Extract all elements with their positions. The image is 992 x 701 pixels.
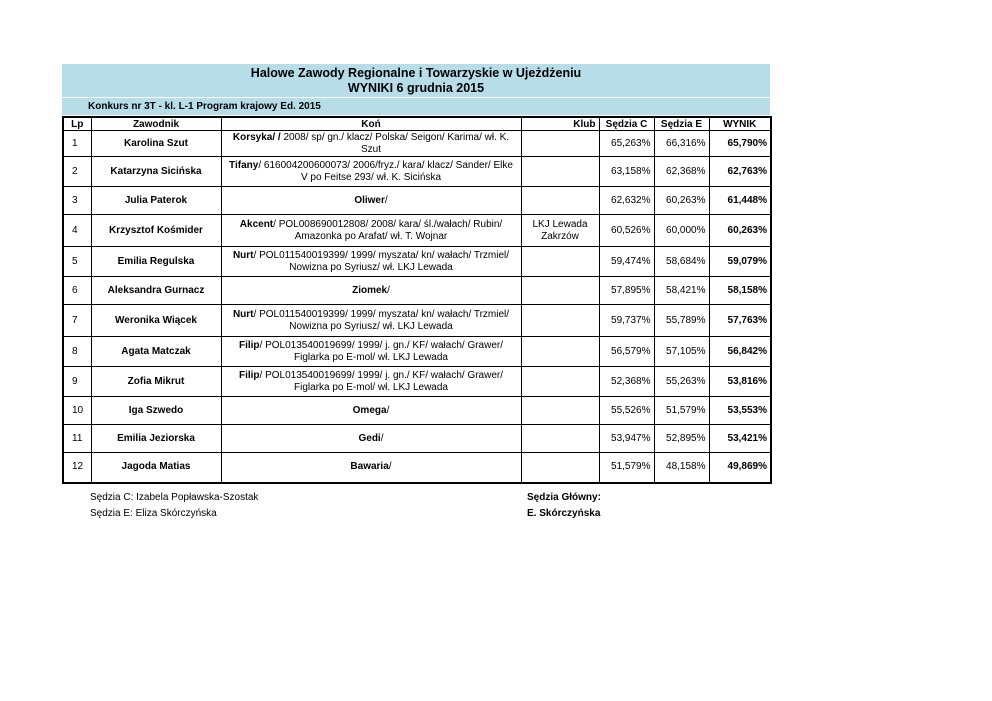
row-rider: Emilia Regulska bbox=[91, 247, 221, 277]
row-result: 57,763% bbox=[709, 305, 771, 337]
row-result: 62,763% bbox=[709, 157, 771, 187]
horse-details: / POL011540019399/ 1999/ myszata/ kn/ wałach/ Trzmiel/ Nowizna po Syriusz/ wł. LKJ Lewada bbox=[253, 308, 510, 332]
row-lp: 8 bbox=[63, 337, 91, 367]
table-row bbox=[63, 157, 771, 187]
row-judge-c: 60,526% bbox=[599, 215, 654, 247]
row-judge-c: 51,579% bbox=[599, 453, 654, 483]
row-judge-c: 59,474% bbox=[599, 247, 654, 277]
row-club bbox=[521, 131, 599, 157]
col-header-club: Klub bbox=[521, 117, 599, 131]
row-result: 53,816% bbox=[709, 367, 771, 397]
row-club bbox=[521, 453, 599, 483]
row-judge-e: 58,684% bbox=[654, 247, 709, 277]
row-club bbox=[521, 277, 599, 305]
row-club bbox=[521, 425, 599, 453]
row-horse bbox=[221, 453, 521, 483]
horse-details: / bbox=[384, 194, 388, 206]
row-horse bbox=[221, 247, 521, 277]
row-judge-e: 57,105% bbox=[654, 337, 709, 367]
horse-name: Filip bbox=[238, 339, 260, 351]
row-result: 56,842% bbox=[709, 337, 771, 367]
page-title: Halowe Zawody Regionalne i Towarzyskie w Ujeżdżeniu bbox=[250, 66, 582, 80]
horse-name: Nurt bbox=[232, 249, 254, 261]
row-result: 61,448% bbox=[709, 187, 771, 215]
row-result: 58,158% bbox=[709, 277, 771, 305]
row-lp: 12 bbox=[63, 453, 91, 483]
table-header-row bbox=[63, 117, 771, 131]
row-horse bbox=[221, 157, 521, 187]
row-judge-c: 59,737% bbox=[599, 305, 654, 337]
table-row bbox=[63, 337, 771, 367]
row-lp: 7 bbox=[63, 305, 91, 337]
row-rider: Iga Szwedo bbox=[91, 397, 221, 425]
col-header-horse: Koń bbox=[221, 117, 521, 131]
row-judge-e: 58,421% bbox=[654, 277, 709, 305]
row-rider: Emilia Jeziorska bbox=[91, 425, 221, 453]
row-horse bbox=[221, 367, 521, 397]
row-judge-e: 52,895% bbox=[654, 425, 709, 453]
table-row bbox=[63, 247, 771, 277]
row-judge-e: 51,579% bbox=[654, 397, 709, 425]
horse-name: Ziomek bbox=[352, 284, 388, 296]
horse-details: / 616004200600073/ 2006/fryz./ kara/ klacz/ Sander/ Elke V po Feitse 293/ wł. K. Sicińska bbox=[258, 159, 513, 183]
row-judge-c: 55,526% bbox=[599, 397, 654, 425]
row-lp: 2 bbox=[63, 157, 91, 187]
horse-details: / POL008690012808/ 2008/ kara/ śl./wałach/ Rubin/ Amazonka po Arafat/ wł. T. Wojnar bbox=[273, 218, 503, 242]
horse-name: Filip bbox=[238, 369, 260, 381]
row-rider: Weronika Wiącek bbox=[91, 305, 221, 337]
row-judge-e: 62,368% bbox=[654, 157, 709, 187]
page-subtitle: WYNIKI 6 grudnia 2015 bbox=[347, 81, 485, 95]
row-club bbox=[521, 187, 599, 215]
row-result: 65,790% bbox=[709, 131, 771, 157]
judges-footer bbox=[90, 490, 258, 522]
table-row bbox=[63, 277, 771, 305]
row-result: 53,553% bbox=[709, 397, 771, 425]
row-judge-c: 62,632% bbox=[599, 187, 654, 215]
horse-details: / bbox=[380, 432, 384, 444]
competition-label: Konkurs nr 3T - kl. L-1 Program krajowy Ed. 2015 bbox=[62, 98, 770, 115]
table-row bbox=[63, 305, 771, 337]
table-row bbox=[63, 187, 771, 215]
row-rider: Aleksandra Gurnacz bbox=[91, 277, 221, 305]
table-row bbox=[63, 453, 771, 483]
horse-name: Tifany bbox=[229, 159, 259, 171]
row-judge-e: 60,000% bbox=[654, 215, 709, 247]
row-club bbox=[521, 337, 599, 367]
horse-name: Omega bbox=[352, 404, 387, 416]
row-lp: 1 bbox=[63, 131, 91, 157]
row-judge-e: 55,263% bbox=[654, 367, 709, 397]
horse-name: Akcent bbox=[239, 218, 274, 230]
row-club bbox=[521, 367, 599, 397]
row-judge-e: 60,263% bbox=[654, 187, 709, 215]
row-rider: Julia Paterok bbox=[91, 187, 221, 215]
row-rider: Karolina Szut bbox=[91, 131, 221, 157]
row-lp: 10 bbox=[63, 397, 91, 425]
row-club: LKJ Lewada Zakrzów bbox=[521, 215, 599, 247]
chief-judge-footer bbox=[527, 490, 601, 522]
row-rider: Krzysztof Kośmider bbox=[91, 215, 221, 247]
row-lp: 6 bbox=[63, 277, 91, 305]
horse-details: / POL011540019399/ 1999/ myszata/ kn/ wałach/ Trzmiel/ Nowizna po Syriusz/ wł. LKJ Lewada bbox=[253, 249, 510, 273]
row-lp: 5 bbox=[63, 247, 91, 277]
row-judge-e: 66,316% bbox=[654, 131, 709, 157]
table-body bbox=[63, 131, 771, 483]
row-result: 49,869% bbox=[709, 453, 771, 483]
col-header-rider: Zawodnik bbox=[91, 117, 221, 131]
row-club bbox=[521, 247, 599, 277]
table-row bbox=[63, 215, 771, 247]
row-horse bbox=[221, 305, 521, 337]
row-rider: Jagoda Matias bbox=[91, 453, 221, 483]
row-lp: 9 bbox=[63, 367, 91, 397]
row-horse bbox=[221, 277, 521, 305]
row-judge-e: 48,158% bbox=[654, 453, 709, 483]
row-result: 60,263% bbox=[709, 215, 771, 247]
row-club bbox=[521, 397, 599, 425]
col-header-judge-c: Sędzia C bbox=[599, 117, 654, 131]
col-header-lp: Lp bbox=[63, 117, 91, 131]
horse-details: / POL013540019699/ 1999/ j. gn./ KF/ wałach/ Grawer/ Figlarka po E-mol/ wł. LKJ Lewada bbox=[259, 369, 504, 393]
horse-details: / bbox=[386, 404, 390, 416]
horse-details: / bbox=[387, 284, 390, 296]
col-header-result: WYNIK bbox=[709, 117, 771, 131]
row-judge-c: 63,158% bbox=[599, 157, 654, 187]
row-result: 53,421% bbox=[709, 425, 771, 453]
row-club bbox=[521, 305, 599, 337]
row-judge-c: 56,579% bbox=[599, 337, 654, 367]
row-rider: Zofia Mikrut bbox=[91, 367, 221, 397]
row-judge-c: 57,895% bbox=[599, 277, 654, 305]
row-judge-c: 52,368% bbox=[599, 367, 654, 397]
row-judge-c: 65,263% bbox=[599, 131, 654, 157]
horse-name: Bawaria bbox=[350, 461, 389, 473]
table-row bbox=[63, 367, 771, 397]
col-header-judge-e: Sędzia E bbox=[654, 117, 709, 131]
row-lp: 3 bbox=[63, 187, 91, 215]
row-horse bbox=[221, 131, 521, 157]
chief-judge-label: Sędzia Główny: bbox=[527, 492, 601, 503]
row-lp: 11 bbox=[63, 425, 91, 453]
row-horse bbox=[221, 337, 521, 367]
horse-name: Nurt bbox=[232, 308, 254, 320]
judge-c-label: Sędzia C: Izabela Popławska-Szostak bbox=[90, 492, 259, 503]
table-row bbox=[63, 425, 771, 453]
row-horse bbox=[221, 187, 521, 215]
row-judge-e: 55,789% bbox=[654, 305, 709, 337]
row-result: 59,079% bbox=[709, 247, 771, 277]
row-horse bbox=[221, 215, 521, 247]
horse-details: 2008/ sp/ gn./ klacz/ Polska/ Seigon/ Karima/ wł. K. Szut bbox=[280, 131, 510, 155]
table-row bbox=[63, 131, 771, 157]
row-lp: 4 bbox=[63, 215, 91, 247]
row-club bbox=[521, 157, 599, 187]
judge-e-label: Sędzia E: Eliza Skórczyńska bbox=[90, 508, 217, 519]
row-rider: Agata Matczak bbox=[91, 337, 221, 367]
horse-name: Oliwer bbox=[354, 194, 385, 206]
results-sheet bbox=[62, 64, 770, 484]
horse-name: Gedi bbox=[358, 432, 381, 444]
row-horse bbox=[221, 425, 521, 453]
title-band bbox=[62, 64, 770, 97]
horse-details: / bbox=[388, 461, 392, 473]
chief-judge-name: E. Skórczyńska bbox=[527, 508, 601, 519]
table-row bbox=[63, 397, 771, 425]
results-table bbox=[62, 116, 772, 484]
row-judge-c: 53,947% bbox=[599, 425, 654, 453]
row-horse bbox=[221, 397, 521, 425]
horse-name: Korsyka/ / bbox=[232, 131, 281, 143]
horse-details: / POL013540019699/ 1999/ j. gn./ KF/ wałach/ Grawer/ Figlarka po E-mol/ wł. LKJ Lewada bbox=[259, 339, 504, 363]
row-rider: Katarzyna Sicińska bbox=[91, 157, 221, 187]
